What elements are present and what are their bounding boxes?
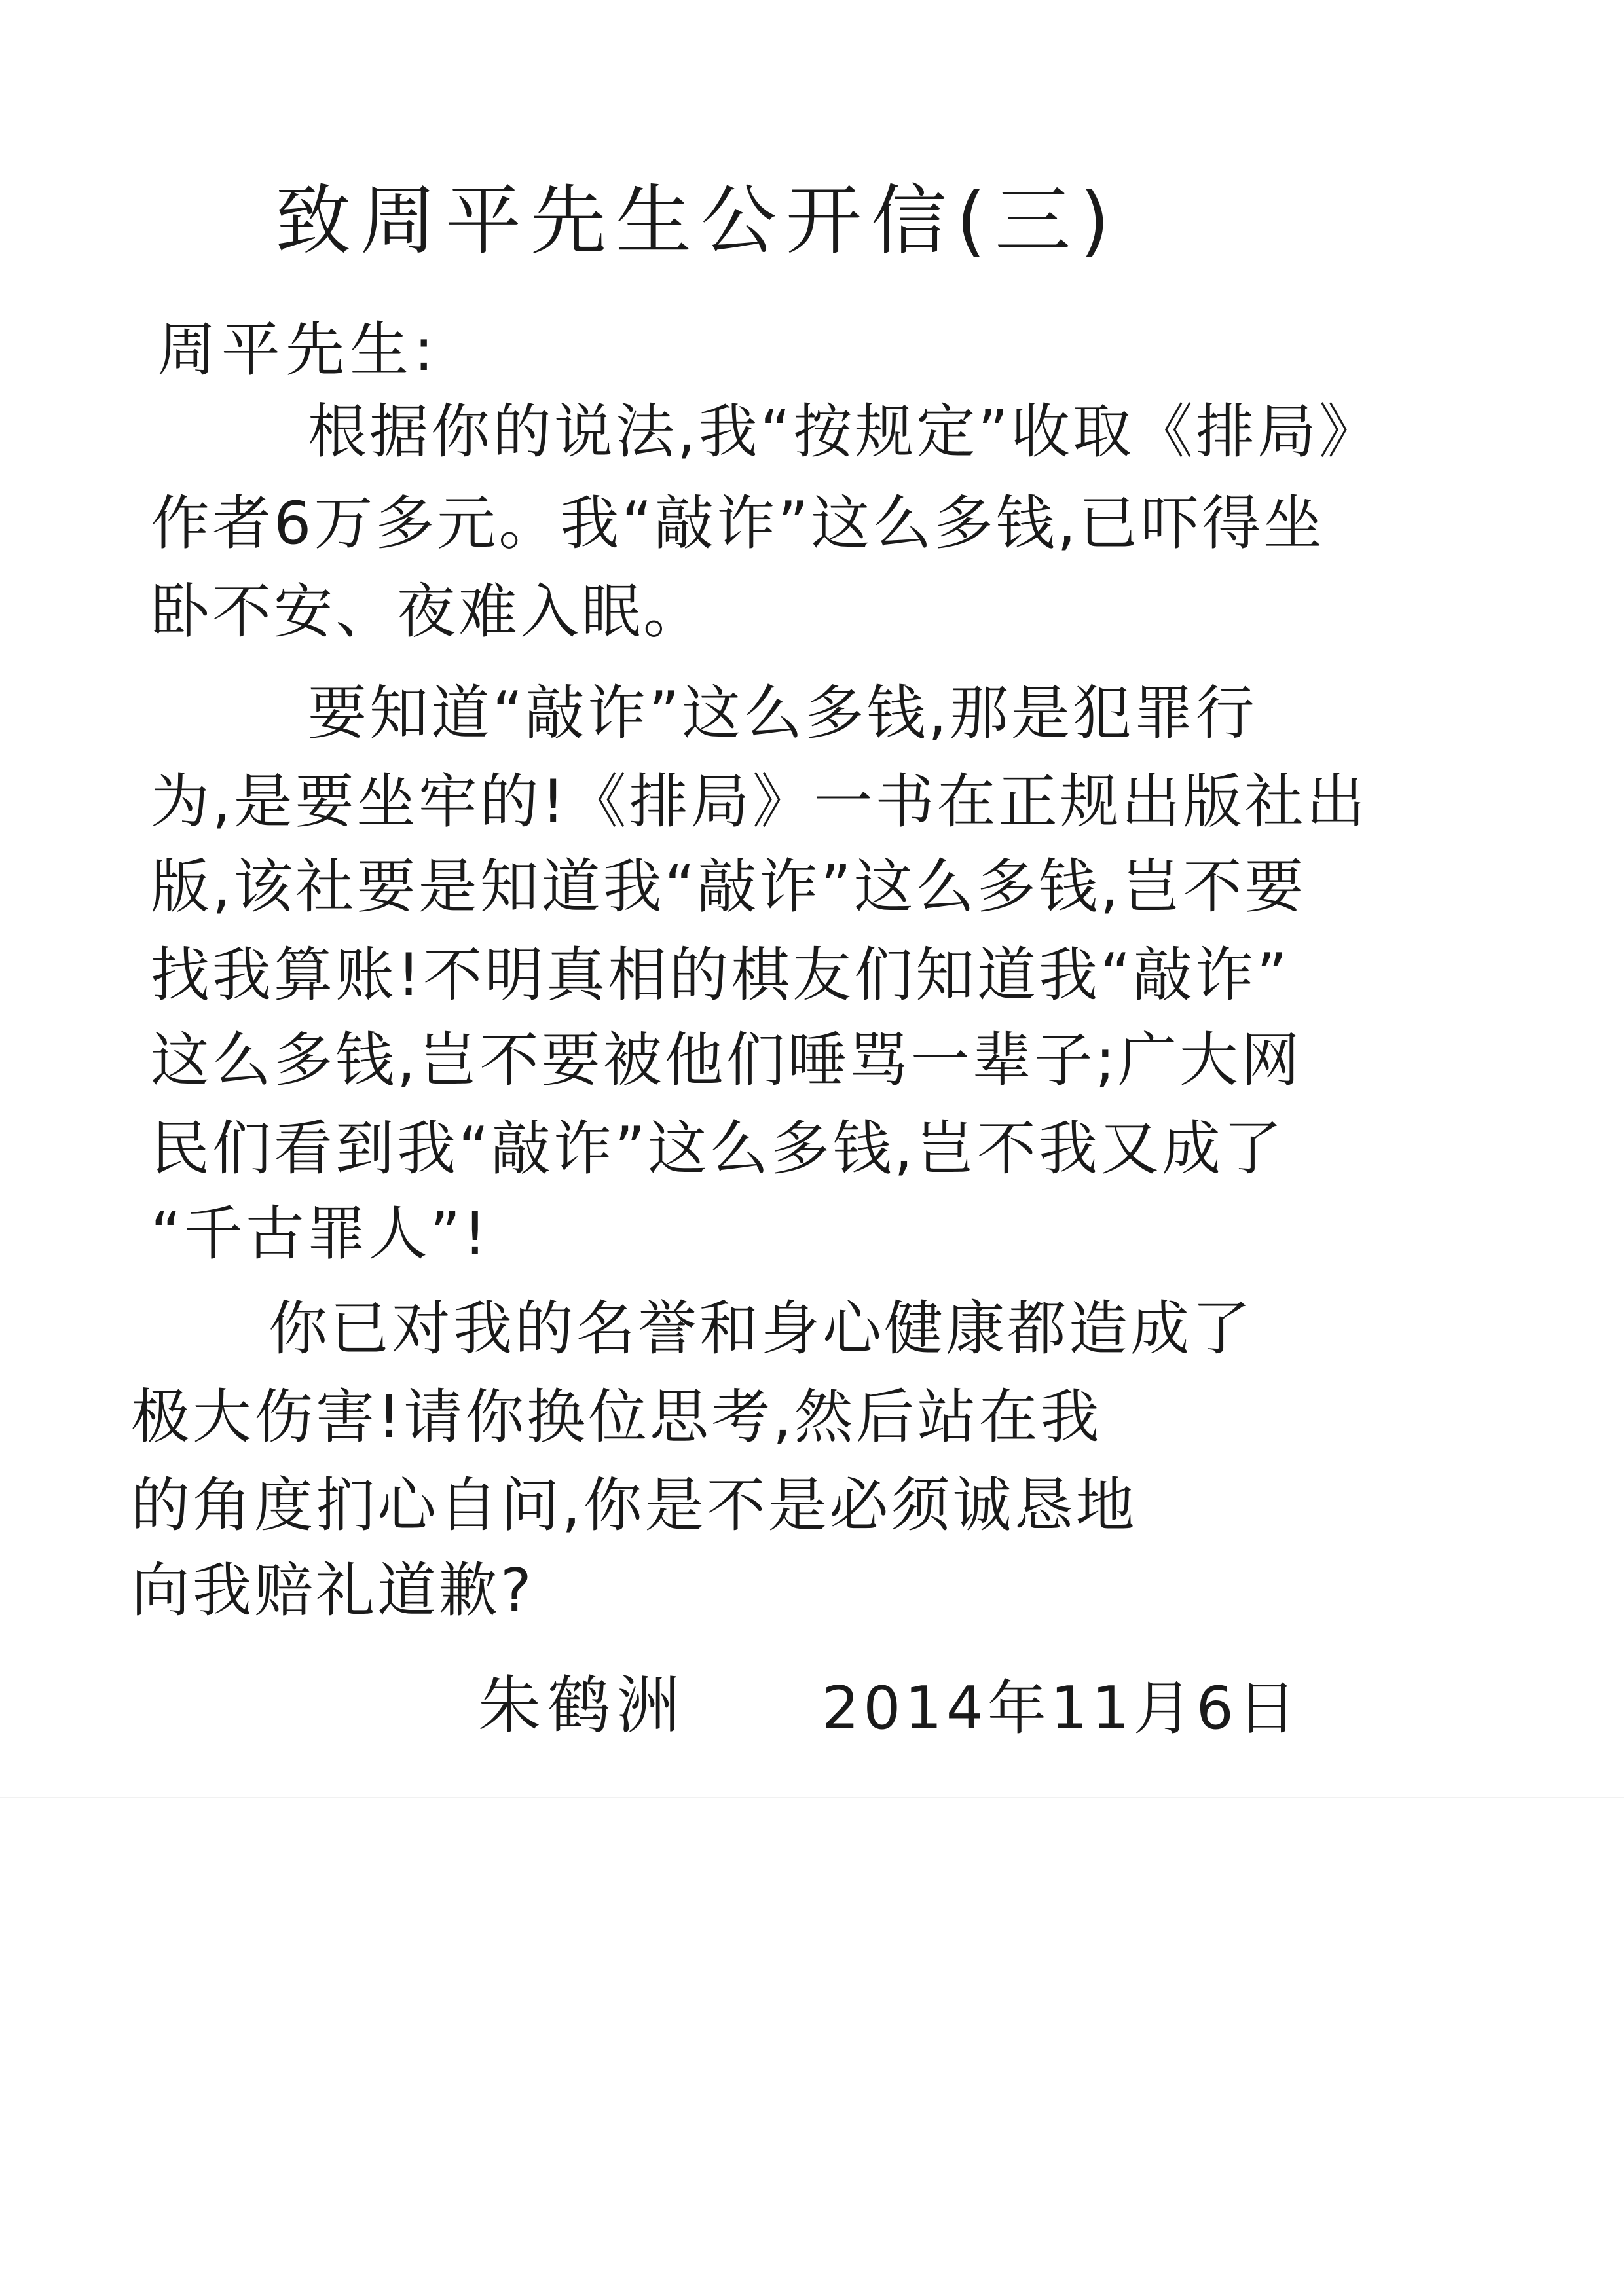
body-line: 为,是要坐牢的!《排局》一书在正规出版社出 [151, 767, 1368, 836]
body-line: 作者6万多元。我“敲诈”这么多钱,已吓得坐 [151, 489, 1325, 558]
body-line: 版,该社要是知道我“敲诈”这么多钱,岂不要 [151, 852, 1306, 921]
body-line: 你已对我的名誉和身心健康都造成了 [268, 1294, 1253, 1363]
body-line: 根据你的说法,我“按规定”收取《排局》 [308, 397, 1380, 466]
body-line: 找我算账!不明真相的棋友们知道我“敲诈” [151, 941, 1290, 1010]
body-line: 向我赔礼道歉? [131, 1556, 534, 1625]
body-line: 极大伤害!请你换位思考,然后站在我 [131, 1383, 1102, 1451]
body-line: 的角度扪心自问,你是不是必须诚恳地 [131, 1471, 1137, 1540]
letter-title: 致周平先生公开信(三) [275, 177, 1119, 265]
paper-edge-divider [0, 1797, 1624, 1798]
letter-date: 2014年11月6日 [822, 1674, 1301, 1743]
body-line: 卧不安、夜难入眠。 [151, 577, 705, 646]
body-line: 要知道“敲诈”这么多钱,那是犯罪行 [308, 679, 1257, 748]
body-line: “千古罪人”! [151, 1199, 490, 1268]
body-line: 民们看到我“敲诈”这么多钱,岂不我又成了 [151, 1114, 1285, 1183]
body-line: 这么多钱,岂不要被他们唾骂一辈子;广大网 [151, 1026, 1302, 1095]
salutation: 周平先生: [157, 316, 439, 384]
signature: 朱鹤洲 [478, 1669, 686, 1742]
